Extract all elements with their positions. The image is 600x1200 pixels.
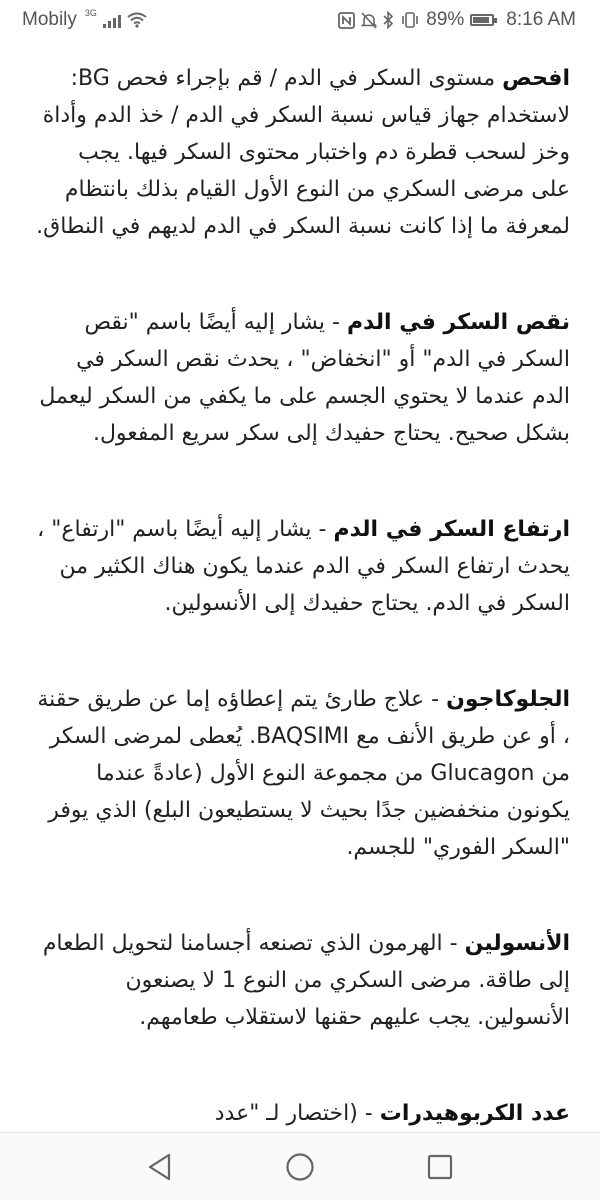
vibrate-icon bbox=[400, 12, 420, 28]
glossary-entry bbox=[36, 681, 570, 866]
glossary-entry bbox=[36, 925, 570, 1036]
recents-button[interactable] bbox=[410, 1137, 470, 1197]
glossary-term: عدد الكربوهيدرات bbox=[379, 1101, 570, 1126]
carrier-name: Mobily bbox=[22, 9, 77, 30]
signal-icon bbox=[103, 13, 121, 28]
wifi-icon bbox=[127, 12, 147, 28]
article-content[interactable] bbox=[0, 40, 600, 1132]
glossary-definition: - يشار إليه أيضًا باسم "نقص السكر في الدم" أو "انخفاض" ، يحدث نقص السكر في الدم عندما لا يحتوي الجسم على ما يكفي من السكر ليعمل بشكل صحيح. يحتاج حفيدك إلى سكر سريع المفعول. bbox=[39, 310, 570, 446]
glossary-term: افحص bbox=[502, 66, 570, 91]
glossary-term: نقص السكر في الدم bbox=[346, 310, 570, 335]
glossary-article bbox=[36, 60, 570, 1132]
back-button[interactable] bbox=[130, 1137, 190, 1197]
battery-percent: 89% bbox=[426, 9, 465, 30]
glossary-term: الأنسولين bbox=[464, 931, 570, 956]
glossary-entry bbox=[36, 60, 570, 245]
home-icon bbox=[285, 1152, 315, 1182]
glossary-definition: مستوى السكر في الدم / قم بإجراء فحص BG: لاستخدام جهاز قياس نسبة السكر في الدم / خذ الدم وأداة وخز لسحب قطرة دم واختبار محتوى السكر فيها. يجب على مرضى السكري من النوع الأول القيام بذلك بانتظام لمعرفة ما إذا كانت نسبة السكر في الدم لديهم في النطاق. bbox=[36, 66, 570, 239]
bluetooth-icon bbox=[383, 11, 394, 29]
recents-icon bbox=[427, 1154, 453, 1180]
nfc-icon bbox=[338, 12, 355, 29]
glossary-definition: - الهرمون الذي تصنعه أجسامنا لتحويل الطعام إلى طاقة. مرضى السكري من النوع 1 لا يصنعون الأنسولين. يجب عليهم حقنها لاستقلاب طعامهم. bbox=[42, 931, 570, 1030]
clock: 8:16 AM bbox=[506, 9, 576, 30]
glossary-entry bbox=[36, 1095, 570, 1132]
navigation-bar bbox=[0, 1132, 600, 1200]
status-right bbox=[338, 9, 576, 31]
glossary-entry bbox=[36, 511, 570, 622]
glossary-definition: - علاج طارئ يتم إعطاؤه إما عن طريق حقنة ، أو عن طريق الأنف مع BAQSIMI. يُعطى لمرضى السكر من Glucagon من مجموعة النوع الأول (عادةً عندما يكونون منخفضين جدًا بحيث لا يستطيعون البلع) الذي يوفر "السكر الفوري" للجسم. bbox=[37, 687, 570, 860]
glossary-definition: - يشار إليه أيضًا باسم "ارتفاع" ، يحدث ارتفاع السكر في الدم عندما يكون هناك الكثير من السكر في الدم. يحتاج حفيدك إلى الأنسولين. bbox=[37, 517, 570, 616]
network-type: 3G bbox=[84, 8, 97, 18]
back-icon bbox=[147, 1153, 173, 1181]
glossary-entry bbox=[36, 304, 570, 452]
status-left bbox=[22, 9, 147, 31]
battery-icon bbox=[470, 14, 494, 26]
home-button[interactable] bbox=[270, 1137, 330, 1197]
glossary-term: ارتفاع السكر في الدم bbox=[333, 517, 570, 542]
status-bar bbox=[0, 0, 600, 40]
mute-icon bbox=[361, 12, 377, 29]
glossary-definition: - (اختصار لـ "عدد bbox=[214, 1101, 380, 1126]
glossary-term: الجلوكاجون bbox=[446, 687, 570, 712]
